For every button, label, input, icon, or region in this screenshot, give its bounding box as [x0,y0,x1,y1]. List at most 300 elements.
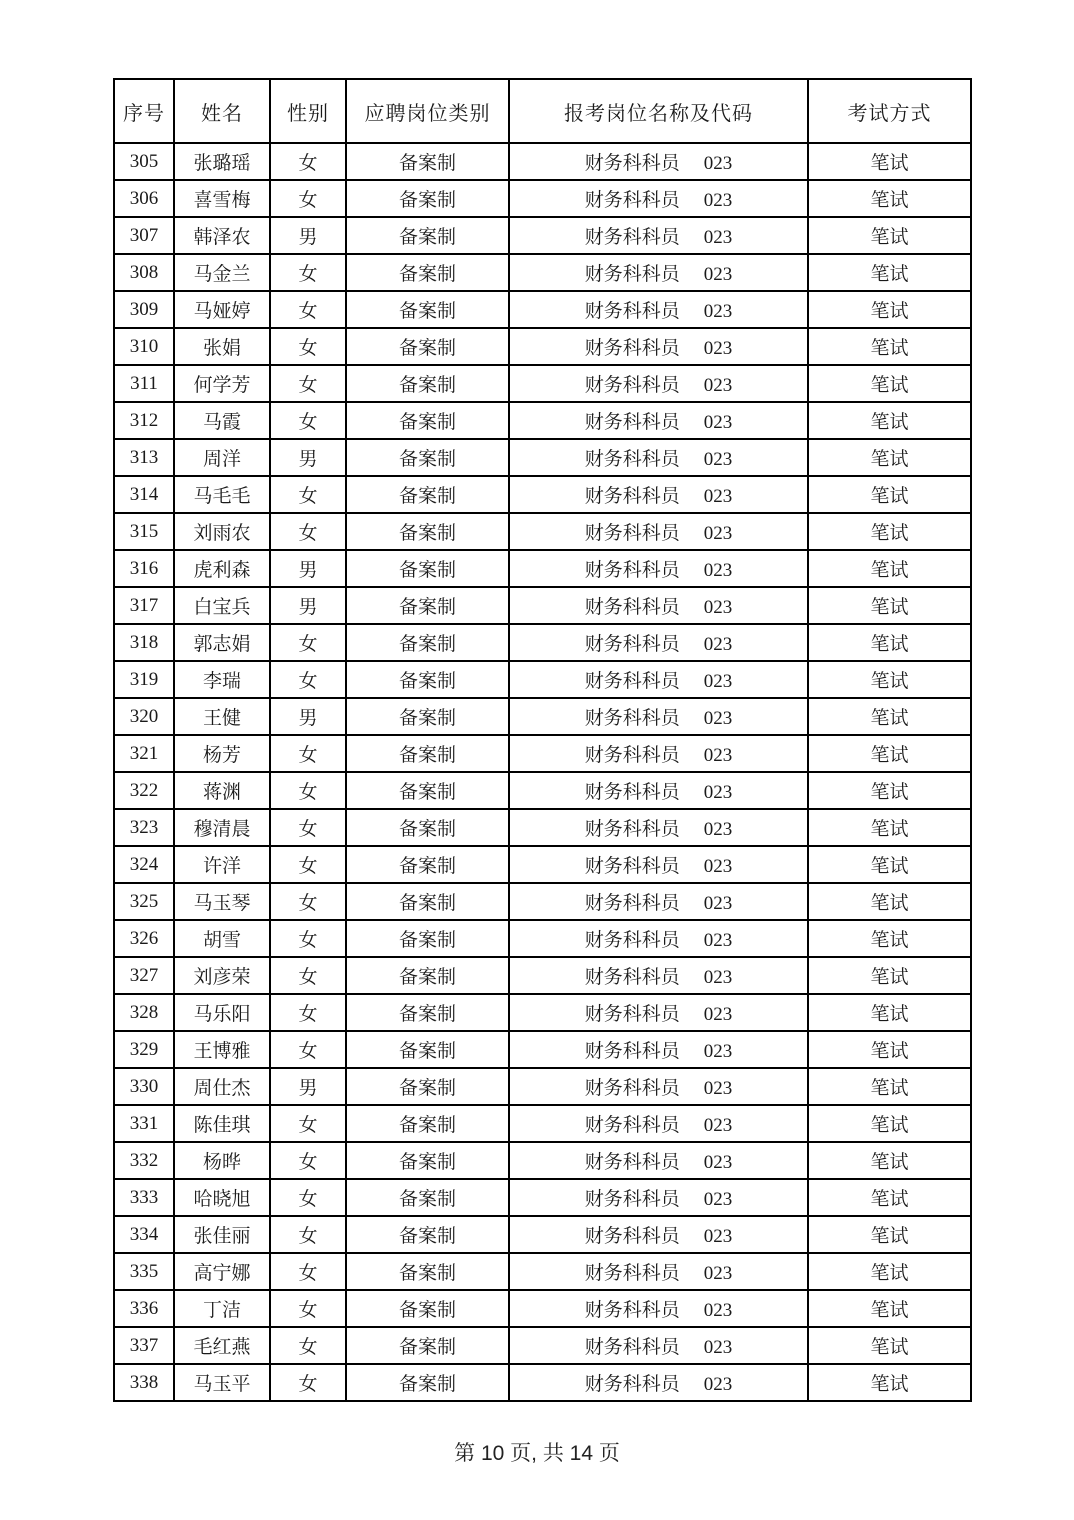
cell-gender: 女 [270,883,346,920]
cell-category: 备案制 [346,1253,509,1290]
table-row [114,846,971,883]
cell-gender: 女 [270,846,346,883]
cell-position [509,513,808,550]
cell-category: 备案制 [346,402,509,439]
cell-gender: 男 [270,550,346,587]
position-name: 财务科科员 [584,819,680,840]
position-and-code [510,851,807,878]
col-header-gender: 性别 [270,79,346,143]
cell-serial-number: 320 [114,698,174,735]
cell-exam-method: 笔试 [808,1327,971,1364]
position-code: 023 [703,486,733,507]
cell-serial-number: 318 [114,624,174,661]
cell-category: 备案制 [346,1179,509,1216]
cell-exam-method: 笔试 [808,550,971,587]
cell-category: 备案制 [346,180,509,217]
table-row [114,1031,971,1068]
cell-position [509,809,808,846]
table-row [114,291,971,328]
cell-position [509,1364,808,1401]
cell-name: 王博雅 [174,1031,270,1068]
cell-exam-method: 笔试 [808,328,971,365]
cell-name: 周仕杰 [174,1068,270,1105]
cell-serial-number: 314 [114,476,174,513]
cell-gender: 女 [270,624,346,661]
cell-category: 备案制 [346,439,509,476]
col-header-position: 报考岗位名称及代码 [509,79,808,143]
position-name: 财务科科员 [584,1041,680,1062]
cell-position [509,291,808,328]
cell-gender: 女 [270,402,346,439]
cell-position [509,217,808,254]
cell-exam-method: 笔试 [808,291,971,328]
position-code: 023 [703,1374,733,1395]
table-row [114,1105,971,1142]
cell-gender: 女 [270,1253,346,1290]
cell-category: 备案制 [346,698,509,735]
cell-gender: 女 [270,254,346,291]
cell-category: 备案制 [346,624,509,661]
col-header-category: 应聘岗位类别 [346,79,509,143]
cell-serial-number: 321 [114,735,174,772]
cell-exam-method: 笔试 [808,1253,971,1290]
cell-serial-number: 316 [114,550,174,587]
table-row [114,920,971,957]
cell-exam-method: 笔试 [808,476,971,513]
cell-exam-method: 笔试 [808,439,971,476]
cell-exam-method: 笔试 [808,883,971,920]
table-row [114,550,971,587]
position-and-code [510,296,807,323]
cell-name: 张佳丽 [174,1216,270,1253]
cell-exam-method: 笔试 [808,846,971,883]
position-code: 023 [703,523,733,544]
table-row [114,217,971,254]
cell-exam-method: 笔试 [808,1142,971,1179]
cell-name: 许洋 [174,846,270,883]
position-name: 财务科科员 [584,930,680,951]
cell-exam-method: 笔试 [808,365,971,402]
cell-serial-number: 311 [114,365,174,402]
position-name: 财务科科员 [584,1078,680,1099]
cell-position [509,1031,808,1068]
cell-serial-number: 325 [114,883,174,920]
cell-serial-number: 306 [114,180,174,217]
cell-exam-method: 笔试 [808,809,971,846]
cell-position [509,1290,808,1327]
position-code: 023 [703,264,733,285]
cell-serial-number: 309 [114,291,174,328]
position-and-code [510,1147,807,1174]
cell-position [509,1068,808,1105]
table-row [114,809,971,846]
cell-category: 备案制 [346,550,509,587]
position-name: 财务科科员 [584,967,680,988]
position-and-code [510,407,807,434]
cell-category: 备案制 [346,809,509,846]
cell-exam-method: 笔试 [808,217,971,254]
cell-category: 备案制 [346,476,509,513]
position-name: 财务科科员 [584,1374,680,1395]
cell-category: 备案制 [346,291,509,328]
table-row [114,1290,971,1327]
position-name: 财务科科员 [584,1226,680,1247]
cell-serial-number: 324 [114,846,174,883]
table-row [114,994,971,1031]
cell-position [509,1179,808,1216]
cell-category: 备案制 [346,587,509,624]
cell-exam-method: 笔试 [808,513,971,550]
position-name: 财务科科员 [584,708,680,729]
cell-gender: 女 [270,476,346,513]
position-name: 财务科科员 [584,597,680,618]
position-name: 财务科科员 [584,782,680,803]
cell-exam-method: 笔试 [808,920,971,957]
position-name: 财务科科员 [584,338,680,359]
position-code: 023 [703,227,733,248]
position-name: 财务科科员 [584,449,680,470]
cell-exam-method: 笔试 [808,772,971,809]
cell-exam-method: 笔试 [808,698,971,735]
cell-gender: 女 [270,328,346,365]
cell-position [509,254,808,291]
position-and-code [510,814,807,841]
position-code: 023 [703,671,733,692]
cell-position [509,402,808,439]
cell-category: 备案制 [346,1364,509,1401]
position-name: 财务科科员 [584,375,680,396]
position-and-code [510,185,807,212]
cell-exam-method: 笔试 [808,1290,971,1327]
cell-serial-number: 317 [114,587,174,624]
position-and-code [510,962,807,989]
cell-serial-number: 328 [114,994,174,1031]
cell-gender: 女 [270,772,346,809]
cell-category: 备案制 [346,1142,509,1179]
cell-category: 备案制 [346,772,509,809]
cell-serial-number: 334 [114,1216,174,1253]
cell-serial-number: 307 [114,217,174,254]
table-row [114,513,971,550]
position-code: 023 [703,1078,733,1099]
position-name: 财务科科员 [584,1115,680,1136]
cell-gender: 女 [270,180,346,217]
cell-exam-method: 笔试 [808,402,971,439]
cell-position [509,587,808,624]
cell-position [509,994,808,1031]
cell-name: 穆清晨 [174,809,270,846]
position-and-code [510,1110,807,1137]
position-code: 023 [703,930,733,951]
position-name: 财务科科员 [584,486,680,507]
position-code: 023 [703,449,733,470]
cell-exam-method: 笔试 [808,143,971,180]
position-and-code [510,148,807,175]
position-name: 财务科科员 [584,745,680,766]
applicants-table [113,78,972,1402]
cell-name: 蒋渊 [174,772,270,809]
cell-name: 李瑞 [174,661,270,698]
cell-exam-method: 笔试 [808,1179,971,1216]
table-row [114,1142,971,1179]
position-and-code [510,888,807,915]
position-name: 财务科科员 [584,412,680,433]
cell-gender: 女 [270,513,346,550]
cell-name: 马玉琴 [174,883,270,920]
cell-gender: 女 [270,1142,346,1179]
position-code: 023 [703,1189,733,1210]
position-and-code [510,703,807,730]
cell-serial-number: 332 [114,1142,174,1179]
table-row [114,254,971,291]
cell-gender: 女 [270,957,346,994]
position-and-code [510,740,807,767]
cell-name: 毛红燕 [174,1327,270,1364]
cell-category: 备案制 [346,920,509,957]
cell-position [509,772,808,809]
cell-category: 备案制 [346,365,509,402]
cell-exam-method: 笔试 [808,1364,971,1401]
cell-name: 郭志娟 [174,624,270,661]
table-header-row [114,79,971,143]
position-code: 023 [703,301,733,322]
cell-gender: 男 [270,217,346,254]
cell-position [509,1105,808,1142]
table-row [114,143,971,180]
cell-category: 备案制 [346,1216,509,1253]
cell-exam-method: 笔试 [808,587,971,624]
cell-gender: 女 [270,920,346,957]
cell-position [509,661,808,698]
cell-serial-number: 333 [114,1179,174,1216]
position-code: 023 [703,338,733,359]
position-and-code [510,555,807,582]
cell-name: 马娅婷 [174,291,270,328]
cell-position [509,735,808,772]
position-name: 财务科科员 [584,560,680,581]
cell-serial-number: 315 [114,513,174,550]
table-row [114,1364,971,1401]
position-code: 023 [703,1152,733,1173]
cell-name: 张娟 [174,328,270,365]
cell-serial-number: 331 [114,1105,174,1142]
cell-exam-method: 笔试 [808,1105,971,1142]
page-number-footer: 第 10 页, 共 14 页 [454,1442,620,1465]
cell-serial-number: 338 [114,1364,174,1401]
cell-serial-number: 319 [114,661,174,698]
table-row [114,1216,971,1253]
cell-category: 备案制 [346,846,509,883]
cell-position [509,624,808,661]
cell-name: 杨晔 [174,1142,270,1179]
position-code: 023 [703,190,733,211]
cell-position [509,883,808,920]
cell-gender: 女 [270,143,346,180]
cell-position [509,1253,808,1290]
cell-exam-method: 笔试 [808,1216,971,1253]
cell-category: 备案制 [346,328,509,365]
cell-name: 哈晓旭 [174,1179,270,1216]
cell-serial-number: 327 [114,957,174,994]
position-code: 023 [703,1004,733,1025]
table-row [114,180,971,217]
cell-exam-method: 笔试 [808,1031,971,1068]
cell-category: 备案制 [346,661,509,698]
position-code: 023 [703,412,733,433]
position-name: 财务科科员 [584,1263,680,1284]
table-row [114,883,971,920]
position-code: 023 [703,893,733,914]
cell-name: 白宝兵 [174,587,270,624]
position-code: 023 [703,967,733,988]
cell-name: 虎利森 [174,550,270,587]
position-and-code [510,1258,807,1285]
cell-serial-number: 313 [114,439,174,476]
cell-position [509,920,808,957]
table-row [114,624,971,661]
table-row [114,772,971,809]
cell-position [509,698,808,735]
cell-gender: 女 [270,809,346,846]
position-and-code [510,444,807,471]
cell-gender: 女 [270,1327,346,1364]
position-name: 财务科科员 [584,1152,680,1173]
position-and-code [510,518,807,545]
cell-serial-number: 337 [114,1327,174,1364]
cell-position [509,1327,808,1364]
cell-gender: 男 [270,587,346,624]
position-code: 023 [703,1300,733,1321]
table-row [114,328,971,365]
cell-serial-number: 336 [114,1290,174,1327]
cell-gender: 女 [270,994,346,1031]
cell-exam-method: 笔试 [808,624,971,661]
cell-category: 备案制 [346,994,509,1031]
position-name: 财务科科员 [584,523,680,544]
cell-name: 周洋 [174,439,270,476]
cell-position [509,550,808,587]
cell-gender: 女 [270,1179,346,1216]
cell-position [509,846,808,883]
position-code: 023 [703,153,733,174]
cell-exam-method: 笔试 [808,180,971,217]
cell-serial-number: 329 [114,1031,174,1068]
cell-name: 张璐瑶 [174,143,270,180]
position-and-code [510,629,807,656]
cell-gender: 女 [270,1364,346,1401]
cell-serial-number: 312 [114,402,174,439]
position-name: 财务科科员 [584,634,680,655]
cell-gender: 女 [270,661,346,698]
position-code: 023 [703,597,733,618]
table-row [114,1327,971,1364]
position-name: 财务科科员 [584,153,680,174]
position-name: 财务科科员 [584,227,680,248]
position-and-code [510,925,807,952]
cell-name: 马金兰 [174,254,270,291]
cell-gender: 女 [270,1290,346,1327]
cell-serial-number: 322 [114,772,174,809]
cell-gender: 女 [270,1031,346,1068]
position-and-code [510,1036,807,1063]
position-name: 财务科科员 [584,301,680,322]
cell-name: 喜雪梅 [174,180,270,217]
cell-category: 备案制 [346,513,509,550]
cell-category: 备案制 [346,143,509,180]
table-row [114,439,971,476]
cell-name: 陈佳琪 [174,1105,270,1142]
cell-gender: 女 [270,1216,346,1253]
cell-position [509,143,808,180]
position-code: 023 [703,782,733,803]
position-and-code [510,592,807,619]
table-row [114,402,971,439]
cell-position [509,476,808,513]
cell-gender: 女 [270,291,346,328]
cell-category: 备案制 [346,217,509,254]
position-name: 财务科科员 [584,1189,680,1210]
position-code: 023 [703,1263,733,1284]
table-row [114,587,971,624]
cell-exam-method: 笔试 [808,661,971,698]
position-code: 023 [703,1337,733,1358]
table-row [114,476,971,513]
cell-position [509,365,808,402]
table-row [114,1068,971,1105]
cell-gender: 男 [270,439,346,476]
position-name: 财务科科员 [584,671,680,692]
position-and-code [510,1073,807,1100]
cell-serial-number: 310 [114,328,174,365]
cell-name: 马毛毛 [174,476,270,513]
position-code: 023 [703,1115,733,1136]
position-code: 023 [703,856,733,877]
cell-gender: 男 [270,1068,346,1105]
cell-position [509,957,808,994]
position-code: 023 [703,1041,733,1062]
col-header-name: 姓名 [174,79,270,143]
position-name: 财务科科员 [584,1004,680,1025]
cell-gender: 女 [270,1105,346,1142]
cell-gender: 女 [270,365,346,402]
position-code: 023 [703,819,733,840]
position-and-code [510,1332,807,1359]
cell-category: 备案制 [346,735,509,772]
position-name: 财务科科员 [584,264,680,285]
cell-position [509,439,808,476]
cell-gender: 女 [270,735,346,772]
table-row [114,1179,971,1216]
position-and-code [510,222,807,249]
cell-name: 高宁娜 [174,1253,270,1290]
cell-name: 韩泽农 [174,217,270,254]
cell-category: 备案制 [346,1031,509,1068]
cell-name: 刘雨农 [174,513,270,550]
table-row [114,365,971,402]
cell-name: 刘彦荣 [174,957,270,994]
position-code: 023 [703,1226,733,1247]
cell-position [509,328,808,365]
cell-category: 备案制 [346,883,509,920]
position-and-code [510,370,807,397]
table-row [114,735,971,772]
position-code: 023 [703,375,733,396]
col-header-method: 考试方式 [808,79,971,143]
cell-serial-number: 326 [114,920,174,957]
position-and-code [510,999,807,1026]
cell-position [509,1142,808,1179]
cell-position [509,1216,808,1253]
